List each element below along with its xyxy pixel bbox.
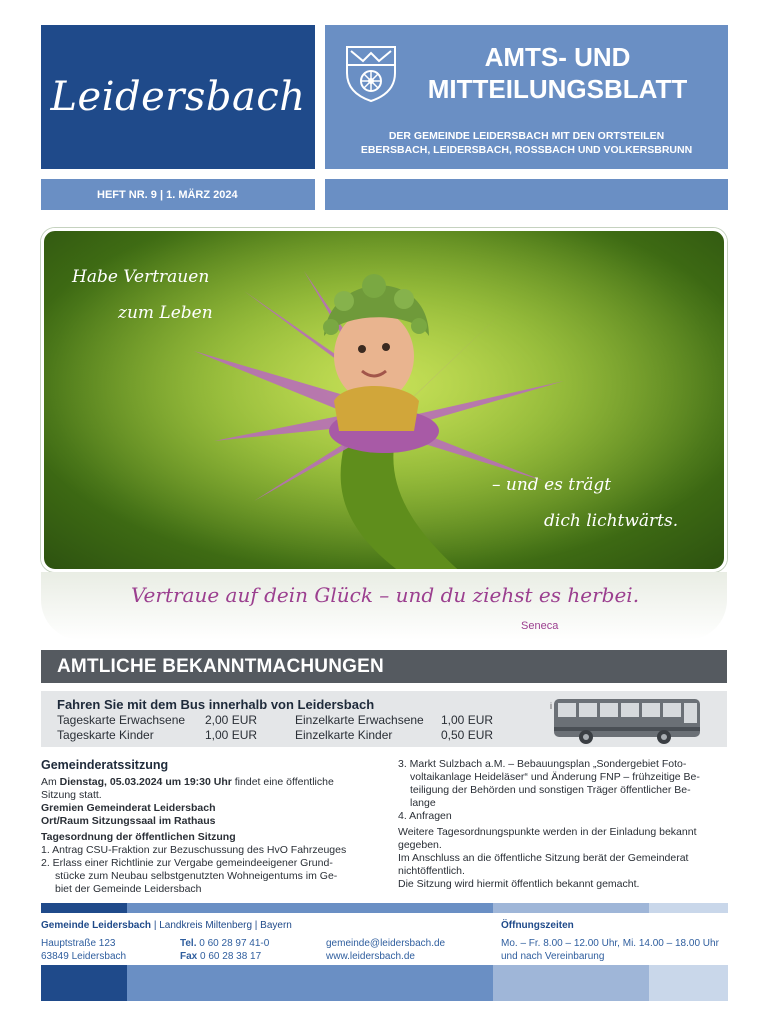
agenda-line: voltaikanlage Heideläser“ und Änderung FNP – frühzeitige Be- xyxy=(410,771,700,783)
hero-image xyxy=(41,228,727,572)
quote-author: Seneca xyxy=(521,620,559,632)
intro-text: Am xyxy=(41,776,60,788)
agenda-item-4: 4. Anfragen xyxy=(398,810,452,822)
issue-label: HEFT NR. 9 | 1. MÄRZ 2024 xyxy=(41,179,315,210)
title-box xyxy=(325,25,728,169)
agenda-line: teiligung der Behörden und sonstigen Träger öffentlicher Be- xyxy=(410,784,691,796)
meeting-location: Ort/Raum Sitzungssaal im Rathaus xyxy=(41,815,216,827)
footer-block xyxy=(127,965,267,1001)
newsletter-title: AMTS- UND MITTEILUNGSBLATT xyxy=(427,42,688,104)
footer-stripe xyxy=(267,903,493,913)
hero-quote-top xyxy=(72,259,213,331)
newsletter-subtitle xyxy=(335,129,718,157)
footer-block xyxy=(41,965,127,1001)
hours-title: Öffnungszeiten xyxy=(501,920,574,931)
agenda-line: lange xyxy=(410,797,436,809)
meeting-heading: Gemeinderatssitzung xyxy=(41,758,169,772)
footer-stripe xyxy=(127,903,267,913)
closing-note: Die Sitzung wird hiermit öffentlich bekannt gemacht. xyxy=(398,878,640,890)
hours-line: Mo. – Fr. 8.00 – 12.00 Uhr, Mi. 14.00 – 18.00 Uhr xyxy=(501,938,719,949)
note-line: gegeben. xyxy=(398,839,442,851)
subtitle-line: EBERSBACH, LEIDERSBACH, ROSSBACH UND VOLKERSBRUNN xyxy=(360,144,693,156)
meeting-intro xyxy=(41,776,376,802)
fare-label: Tageskarte Kinder xyxy=(57,728,154,742)
quote-line: dich lichtwärts. xyxy=(544,511,679,531)
fare-price: 1,00 EUR xyxy=(205,728,258,742)
quote-line: Habe Vertrauen xyxy=(72,267,210,287)
fare-label: Tageskarte Erwachsene xyxy=(57,713,186,727)
website-link[interactable]: www.leidersbach.de xyxy=(326,951,415,962)
tel-number[interactable]: 0 60 28 97 41-0 xyxy=(196,938,270,949)
bus-title: Fahren Sie mit dem Bus innerhalb von Leidersbach xyxy=(57,697,375,712)
agenda-item-3 xyxy=(398,758,728,810)
meeting-gremium: Gremien Gemeinderat Leidersbach xyxy=(41,802,216,814)
hours-line: und nach Vereinbarung xyxy=(501,951,605,962)
footer-block xyxy=(649,965,728,1001)
footer-address xyxy=(41,937,126,963)
footer-stripe xyxy=(493,903,649,913)
fax-label: Fax xyxy=(180,951,198,962)
note-line: Weitere Tagesordnungspunkte werden in der Einladung bekannt xyxy=(398,826,697,838)
tel-label: Tel. xyxy=(180,938,197,949)
city: 63849 Leidersbach xyxy=(41,951,127,962)
quote-line: zum Leben xyxy=(118,303,213,323)
footer-block xyxy=(267,965,493,1001)
fare-price: 1,00 EUR xyxy=(441,713,494,727)
footer-block xyxy=(493,965,649,1001)
agenda-line: stücke zum Neubau selbstgenutzten Wohneigentums im Ge- xyxy=(55,870,338,882)
quote-line: – und es trägt xyxy=(492,475,612,495)
main-quote: Vertraue auf dein Glück – und du ziehst es herbei. xyxy=(130,583,640,607)
further-notes xyxy=(398,826,728,878)
street: Hauptstraße 123 xyxy=(41,938,116,949)
footer-org xyxy=(41,920,292,931)
note-line: Im Anschluss an die öffentliche Sitzung berät der Gemeinderat xyxy=(398,852,689,864)
fax-number: 0 60 28 38 17 xyxy=(197,951,262,962)
meeting-date: Dienstag, 05.03.2024 um 19:30 Uhr xyxy=(59,776,232,788)
footer-stripe xyxy=(41,903,127,913)
agenda-heading: Tagesordnung der öffentlichen Sitzung xyxy=(41,831,236,843)
bus-badge: i xyxy=(550,701,552,711)
hero-quote-bottom xyxy=(492,467,678,539)
footer-stripe xyxy=(649,903,728,913)
footer-contact xyxy=(326,937,445,963)
note-line: nichtöffentlich. xyxy=(398,865,465,877)
section-heading: AMTLICHE BEKANNTMACHUNGEN xyxy=(41,650,727,683)
fare-price: 0,50 EUR xyxy=(441,728,494,742)
subtitle-line: DER GEMEINDE LEIDERSBACH MIT DEN ORTSTEILEN xyxy=(388,130,665,142)
fare-label: Einzelkarte Kinder xyxy=(295,728,393,742)
agenda-item-1: 1. Antrag CSU-Fraktion zur Bezuschussung des HvO Fahrzeuges xyxy=(41,844,347,856)
footer-hours xyxy=(501,937,719,963)
fare-price: 2,00 EUR xyxy=(205,713,258,727)
email-link[interactable]: gemeinde@leidersbach.de xyxy=(326,938,446,949)
bus-icon xyxy=(550,697,702,745)
org-region: | Landkreis Miltenberg | Bayern xyxy=(151,920,292,931)
intro-text: Sitzung statt. xyxy=(41,789,102,801)
fare-label: Einzelkarte Erwachsene xyxy=(295,713,424,727)
agenda-line: biet der Gemeinde Leidersbach xyxy=(55,883,202,895)
logo-box xyxy=(41,25,315,169)
intro-text: findet eine öffentliche xyxy=(231,776,334,788)
logo-text: Leidersbach xyxy=(50,74,306,120)
agenda-line: 2. Erlass einer Richtlinie zur Vergabe gemeindeeigener Grund- xyxy=(41,857,333,869)
org-name: Gemeinde Leidersbach xyxy=(41,920,152,931)
coat-of-arms-icon xyxy=(341,43,401,103)
issue-bar xyxy=(325,179,728,210)
footer-phone xyxy=(180,937,269,963)
agenda-item-2 xyxy=(41,857,337,896)
agenda-line: 3. Markt Sulzbach a.M. – Bebauungsplan „Sondergebiet Foto- xyxy=(398,758,687,770)
